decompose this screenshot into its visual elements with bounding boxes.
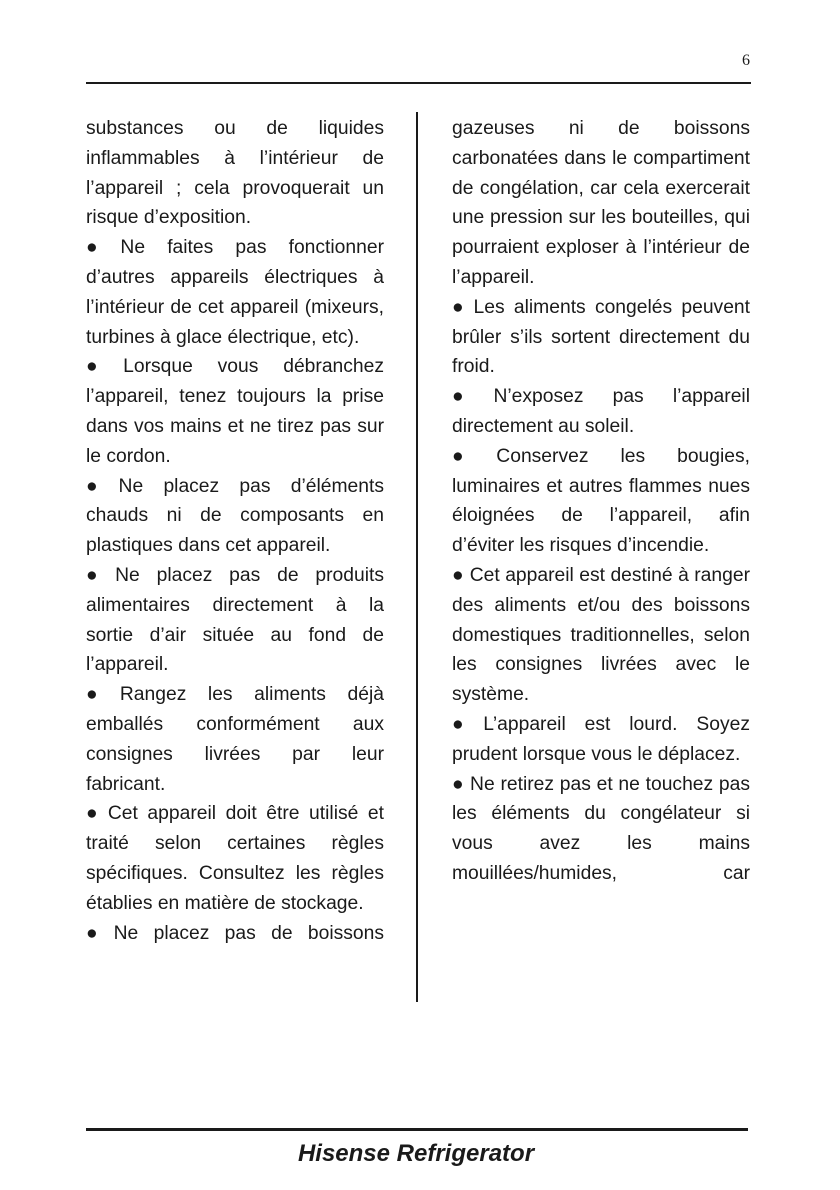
bullet-icon: ● — [86, 922, 108, 944]
paragraph — [452, 114, 750, 293]
paragraph — [452, 561, 750, 710]
paragraph-text: Cet appareil doit être utilisé et traité selon certaines règles spécifiques. Consultez les règles établies en matière de stockage. — [86, 803, 384, 914]
paragraph — [86, 561, 384, 680]
paragraph-text: gazeuses ni de boissons carbonatées dans le compartiment de congélation, car cela exercerait une pression sur les bouteilles, qui pourraient exploser à l’intérieur de l’appareil. — [452, 118, 750, 288]
paragraph — [86, 919, 384, 949]
paragraph — [452, 770, 750, 889]
bullet-icon: ● — [86, 684, 114, 706]
bullet-icon: ● — [452, 386, 488, 408]
paragraph — [86, 352, 384, 471]
bullet-icon: ● — [86, 356, 118, 378]
footer-brand: Hisense Refrigerator — [297, 1140, 535, 1167]
bullet-icon: ● — [86, 475, 113, 497]
paragraph-text: Conservez les bougies, luminaires et autres flammes nues éloignées de l’appareil, afin d’éviter les risques d’incendie. — [452, 445, 750, 557]
paragraph-text: Ne placez pas d’éléments chauds ni de composants en plastiques dans cet appareil. — [86, 475, 384, 557]
paragraph-text: Ne retirez pas et ne touchez pas les éléments du congélateur si vous avez les mains mouillées/humides, car — [452, 773, 750, 884]
paragraph-text: substances ou de liquides inflammables à l’intérieur de l’appareil ; cela provoquerait un risque d’exposition. — [86, 118, 384, 229]
paragraph — [86, 680, 384, 799]
footer-rule — [86, 1128, 748, 1131]
paragraph — [86, 472, 384, 561]
paragraph-text: Cet appareil est destiné à ranger des aliments et/ou des boissons domestiques traditionnelles, selon les consignes livrées avec le système. — [452, 564, 750, 706]
bullet-icon: ● — [86, 237, 115, 259]
paragraph-text: L’appareil est lourd. Soyez prudent lorsque vous le déplacez. — [452, 713, 750, 765]
bullet-icon: ● — [452, 773, 465, 795]
paragraph-text: Ne placez pas de boissons — [113, 922, 384, 944]
left-column — [86, 114, 384, 948]
paragraph — [452, 710, 750, 770]
paragraph-text: Lorsque vous débranchez l’appareil, tenez toujours la prise dans vos mains et ne tirez pas sur le cordon. — [86, 356, 384, 467]
header-rule — [86, 82, 751, 84]
paragraph — [86, 799, 384, 918]
paragraph — [452, 293, 750, 382]
paragraph-text: Les aliments congelés peuvent brûler s’ils sortent directement du froid. — [452, 296, 750, 378]
bullet-icon: ● — [452, 564, 464, 586]
column-divider — [416, 112, 418, 1002]
right-column — [452, 114, 750, 889]
paragraph — [452, 442, 750, 561]
bullet-icon: ● — [452, 713, 478, 735]
page-number: 6 — [742, 52, 750, 69]
paragraph — [86, 233, 384, 352]
paragraph — [86, 114, 384, 233]
bullet-icon: ● — [86, 564, 110, 586]
paragraph-text: Ne placez pas de produits alimentaires directement à la sortie d’air située au fond de l’appareil. — [86, 564, 384, 676]
bullet-icon: ● — [86, 803, 102, 825]
paragraph-text: Ne faites pas fonctionner d’autres appareils électriques à l’intérieur de cet appareil (mixeurs, turbines à glace électrique, etc). — [86, 237, 384, 348]
paragraph-text: N’exposez pas l’appareil directement au soleil. — [452, 386, 750, 437]
bullet-icon: ● — [452, 296, 468, 318]
paragraph — [452, 382, 750, 442]
bullet-icon: ● — [452, 445, 491, 467]
paragraph-text: Rangez les aliments déjà emballés conformément aux consignes livrées par leur fabricant. — [86, 684, 384, 795]
